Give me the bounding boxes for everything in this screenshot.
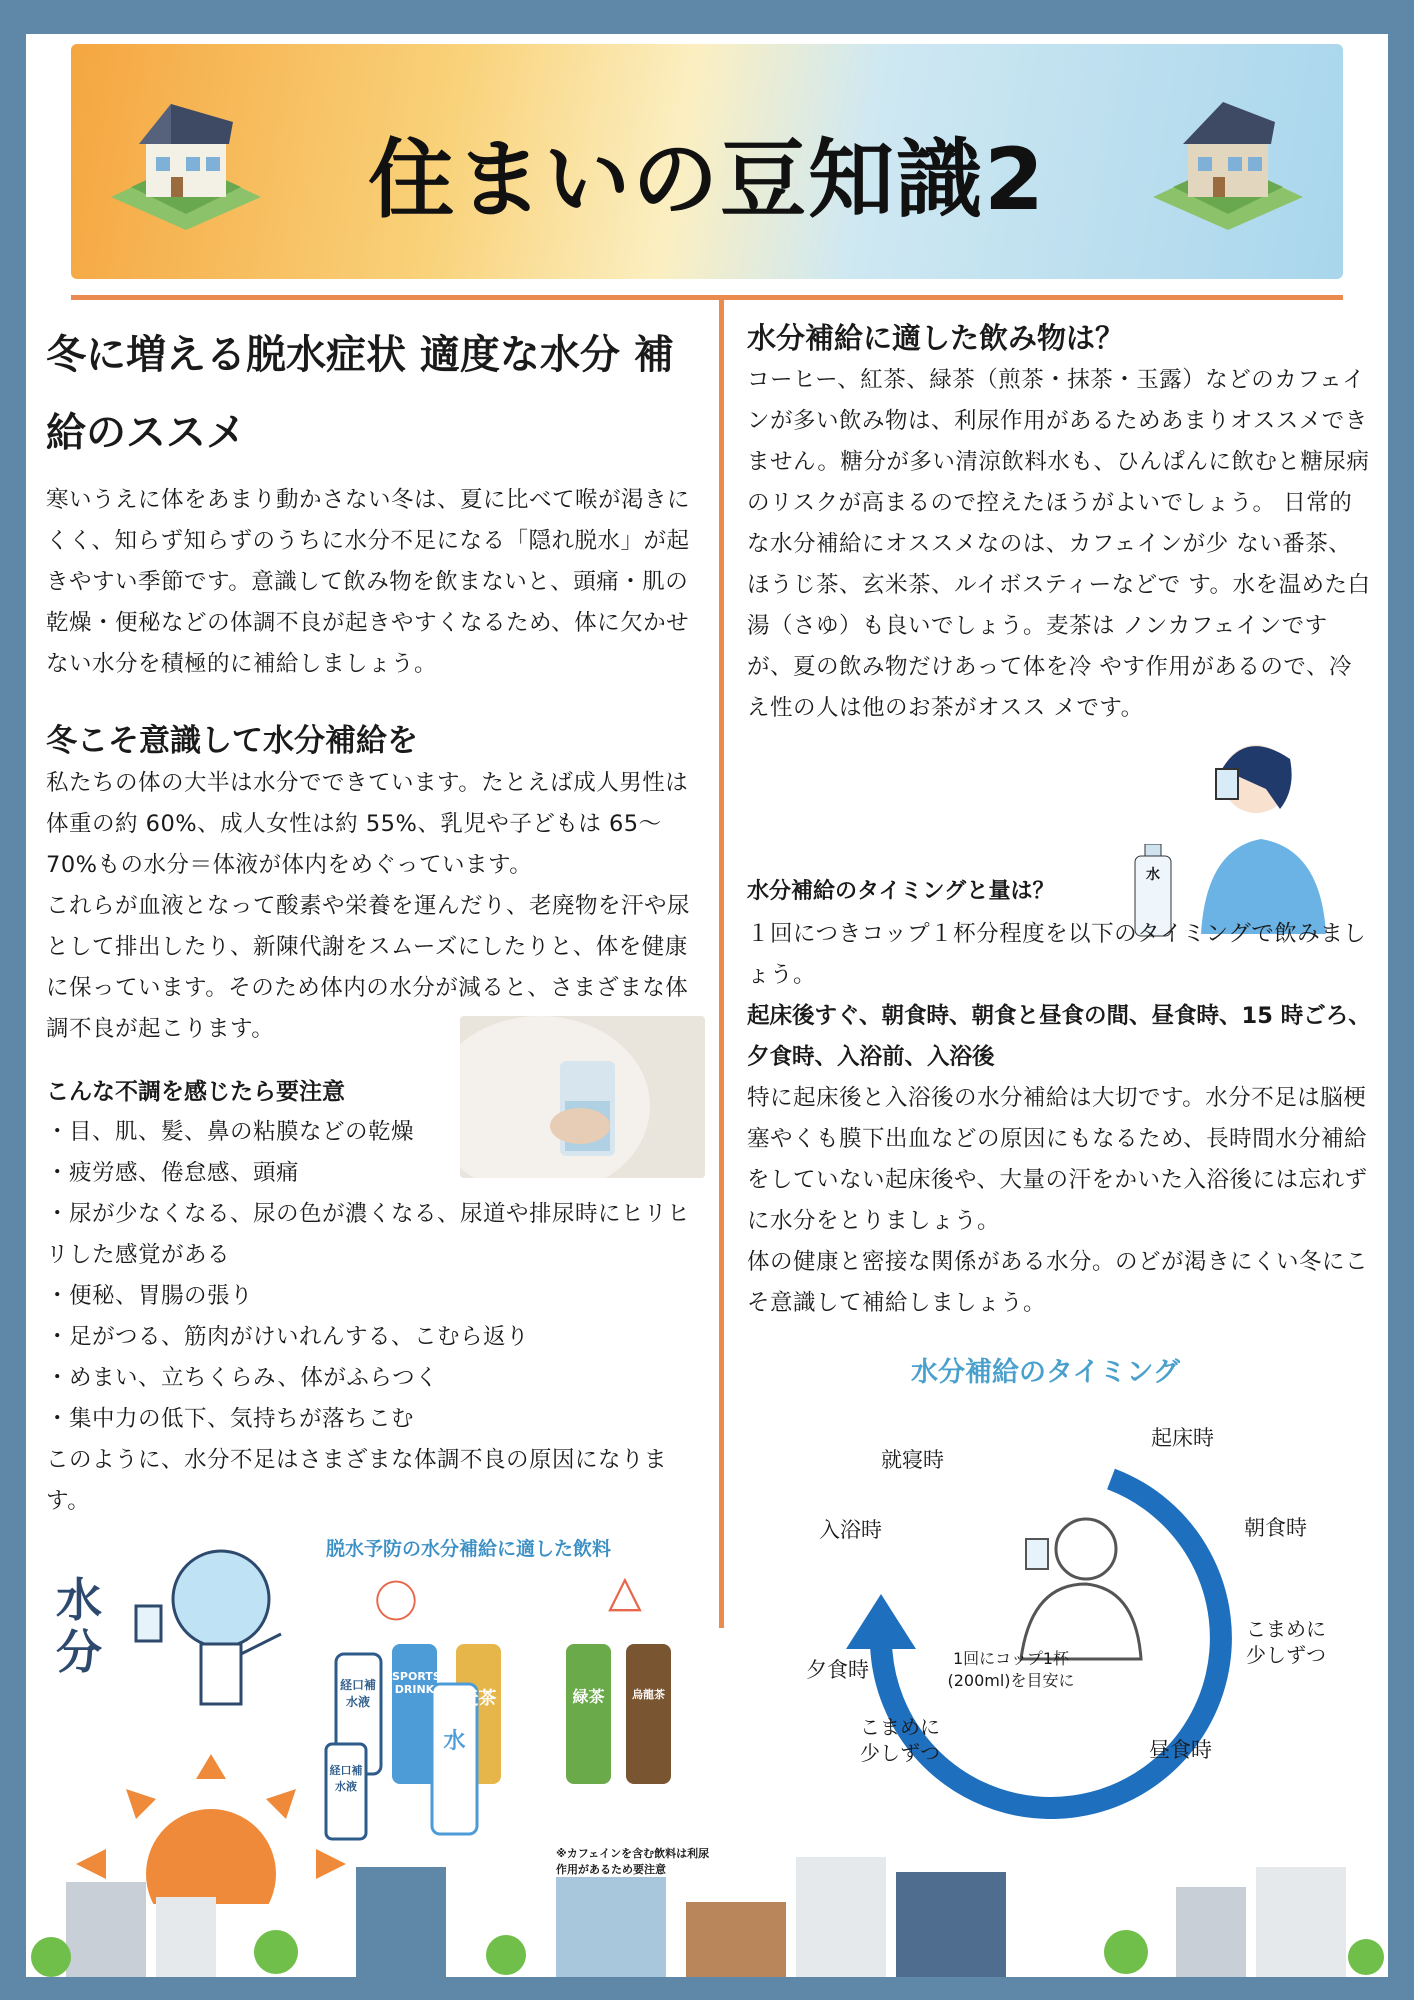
bottle-label: 経口補水液 [329, 1764, 363, 1793]
timing-label-breakfast: 朝食時 [1244, 1516, 1307, 1540]
symptom-item: ・疲労感、倦怠感、頭痛 [46, 1160, 300, 1186]
article-heading: 冬に増える脱水症状 適度な水分 補給のススメ [46, 332, 674, 456]
right-heading: 水分補給に適した飲み物は？ [747, 321, 1125, 355]
warning-heading: こんな不調を感じたら要注意 [46, 1079, 345, 1105]
right-column [747, 316, 1372, 729]
water-mascot-illustration [121, 1544, 291, 1729]
symptom-item: ・尿が少なくなる、尿の色が濃くなる、尿道や排尿時にヒリヒリした感覚がある [46, 1201, 691, 1268]
timing-label-lunch: 昼食時 [1149, 1738, 1212, 1762]
intro-paragraph: 寒いうえに体をあまり動かさない冬は、夏に比べて喉が渇きにくく、知らず知らずのうちに水分不足になる「隠れ脱水」が起きやすい季節です。意識して飲み物を飲まないと、頭痛・肌の乾燥・便秘などの体調不良が起きやすくなるため、体に欠かせない水分を積極的に補給しましょう。 [46, 487, 691, 677]
drinks-title: 脱水予防の水分補給に適した飲料 [326, 1538, 612, 1560]
diagram-title: 水分補給のタイミング [911, 1357, 1180, 1388]
townscape-illustration [26, 1827, 1388, 1987]
warning-block [46, 1072, 466, 1112]
symptom-item: ・目、肌、髪、鼻の粘膜などの乾燥 [46, 1119, 415, 1145]
closing-paragraph: このように、水分不足はさまざまな体調不良の原因になります。 [46, 1447, 668, 1514]
bottle-label: 烏龍茶 [632, 1688, 665, 1701]
bottle-label: SPORTS DRINK [392, 1670, 441, 1696]
timing-list: 起床後すぐ、朝食時、朝食と昼食の間、昼食時、15 時ごろ、夕食時、入浴前、入浴後 [747, 1003, 1371, 1070]
drinks-note: ※カフェインを含む飲料は利尿作用があるため要注意 [556, 1847, 710, 1876]
house-illustration-icon [1143, 82, 1313, 232]
column-divider [719, 300, 724, 1628]
caution-mark: △ [608, 1566, 642, 1617]
body-paragraph-2: これらが血液となって酸素や栄養を運んだり、老廃物を汗や尿として排出したり、新陳代謝をスムーズにしたりと、体を健康に保っています。そのため体内の水分が減ると、さまざまな体調不良が起こります。 [46, 893, 691, 1042]
timing-label-bedtime: 就寝時 [881, 1448, 944, 1472]
symptom-list [46, 1112, 706, 1522]
timing-label-frequent: こまめに 少しずつ [860, 1715, 940, 1765]
timing-section [747, 872, 1372, 1324]
symptom-item: ・集中力の低下、気持ちが落ちこむ [46, 1406, 415, 1432]
bottle-label: 緑茶 [572, 1687, 605, 1706]
header-divider [71, 295, 1343, 300]
bottle-label: 経口補水液 [339, 1678, 376, 1709]
timing-label-bath: 入浴時 [819, 1518, 882, 1542]
timing-label-dinner: 夕食時 [806, 1658, 869, 1682]
symptom-item: ・めまい、立ちくらみ、体がふらつく [46, 1365, 439, 1391]
drinks-paragraph: コーヒー、紅茶、緑茶（煎茶・抹茶・玉露）などのカフェインが多い飲み物は、利尿作用があるためあまりオススメできません。糖分が多い清涼飲料水も、ひんぱんに飲むと糖尿病のリスクが高まるので控えたほうがよいでしょう。 日常的な水分補給にオススメなのは、カフェインが少 ない番茶、ほうじ茶、玄米茶、ルイボスティーなどで す。水を温めた白湯（さゆ）も良いでしょう。麦茶は ノンカフェインですが、夏の飲み物だけあって体を冷 やす作用があるので、冷え性の人は他のお茶がオスス メです。 [747, 367, 1371, 721]
timing-heading: 水分補給のタイミングと量は？ [747, 879, 1055, 904]
body-paragraph-1: 私たちの体の大半は水分でできています。たとえば成人男性は体重の約 60%、成人女性は約 55%、乳児や子どもは 65〜70%もの水分＝体液が体内をめぐっています。 [46, 770, 689, 878]
bottle-label: 麦茶 [460, 1688, 497, 1709]
timing-label-wake: 起床時 [1151, 1426, 1214, 1450]
mascot-label: 水分 [56, 1573, 102, 1679]
page-title: 住まいの豆知識2 [368, 130, 1046, 230]
newsletter-page [26, 34, 1388, 1987]
bottle-label: 水 [443, 1729, 466, 1754]
bottle-label: 水 [1146, 867, 1160, 883]
diagram-center-note: 1回にコップ1杯 (200ml)を目安に [947, 1649, 1075, 1690]
symptom-item: ・便秘、胃腸の張り [46, 1283, 254, 1309]
section-heading: 冬こそ意識して水分補給を [46, 723, 418, 759]
timing-paragraph: １回につきコップ１杯分程度を以下のタイミングで飲みましょう。 [747, 921, 1367, 988]
left-column [46, 316, 706, 1050]
timing-diagram [751, 1399, 1371, 1819]
title-banner [71, 44, 1343, 279]
drink-bottles-illustration [316, 1624, 736, 1854]
timing-label-frequent: こまめに 少しずつ [1246, 1617, 1326, 1667]
symptom-item: ・足がつる、筋肉がけいれんする、こむら返り [46, 1324, 530, 1350]
timing-paragraph-3: 体の健康と密接な関係がある水分。のどが渇きにくい冬にこそ意識して補給しましょう。 [747, 1249, 1369, 1316]
good-mark: 〇 [374, 1577, 418, 1628]
timing-paragraph-2: 特に起床後と入浴後の水分補給は大切です。水分不足は脳梗塞やくも膜下出血などの原因にもなるため、長時間水分補給をしていない起床後や、大量の汗をかいた入浴後には忘れずに水分をとりましょう。 [747, 1085, 1368, 1234]
